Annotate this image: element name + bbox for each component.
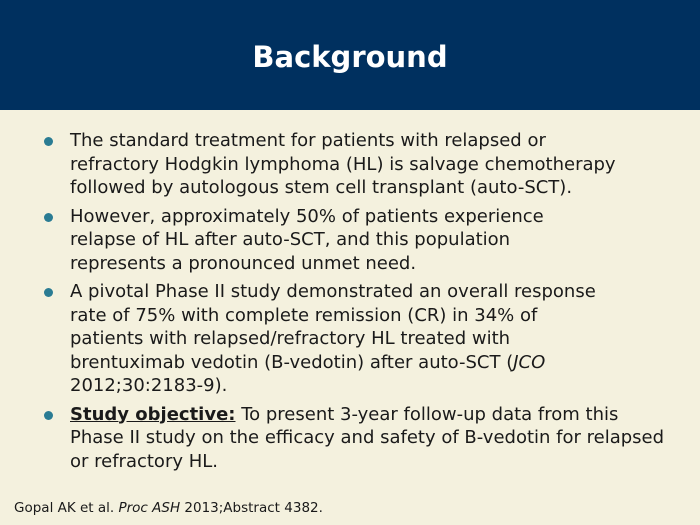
- bullet-dot-icon: [44, 213, 53, 222]
- slide-title: Background: [252, 40, 448, 74]
- citation-details: 2013;Abstract 4382.: [180, 500, 323, 516]
- citation: [14, 500, 323, 516]
- journal-name: JCO: [513, 351, 546, 373]
- bullet-text: However, approximately 50% of patients experience relapse of HL after auto-SCT, and this population represents a pronounced unmet need.: [70, 205, 544, 274]
- bullet-dot-icon: [44, 137, 53, 146]
- bullet-item: [42, 129, 626, 200]
- study-objective-label: Study objective:: [70, 403, 236, 425]
- bullet-list: [42, 129, 682, 478]
- bullet-text: To present 3-year follow-up data from this Phase II study on the efficacy and safety of B-vedotin for relapsed or refractory HL.: [70, 403, 665, 472]
- title-bar: [0, 0, 700, 110]
- bullet-item: [42, 280, 610, 398]
- citation-authors: Gopal AK et al.: [14, 500, 119, 516]
- bullet-text: 2012;30:2183-9).: [70, 375, 228, 396]
- citation-journal: Proc ASH: [118, 500, 181, 516]
- bullet-dot-icon: [44, 288, 53, 297]
- bullet-item: [42, 205, 600, 276]
- bullet-item: [42, 403, 670, 474]
- bullet-dot-icon: [44, 411, 53, 420]
- bullet-text: A pivotal Phase II study demonstrated an overall response rate of 75% with complete remission (CR) in 34% of patients with relapsed/refractory HL treated with brentuximab vedotin (B-vedotin) after auto-SCT (: [70, 281, 596, 373]
- bullet-text: The standard treatment for patients with relapsed or refractory Hodgkin lymphoma (HL) is salvage chemotherapy followed by autologous stem cell transplant (auto-SCT).: [70, 130, 616, 198]
